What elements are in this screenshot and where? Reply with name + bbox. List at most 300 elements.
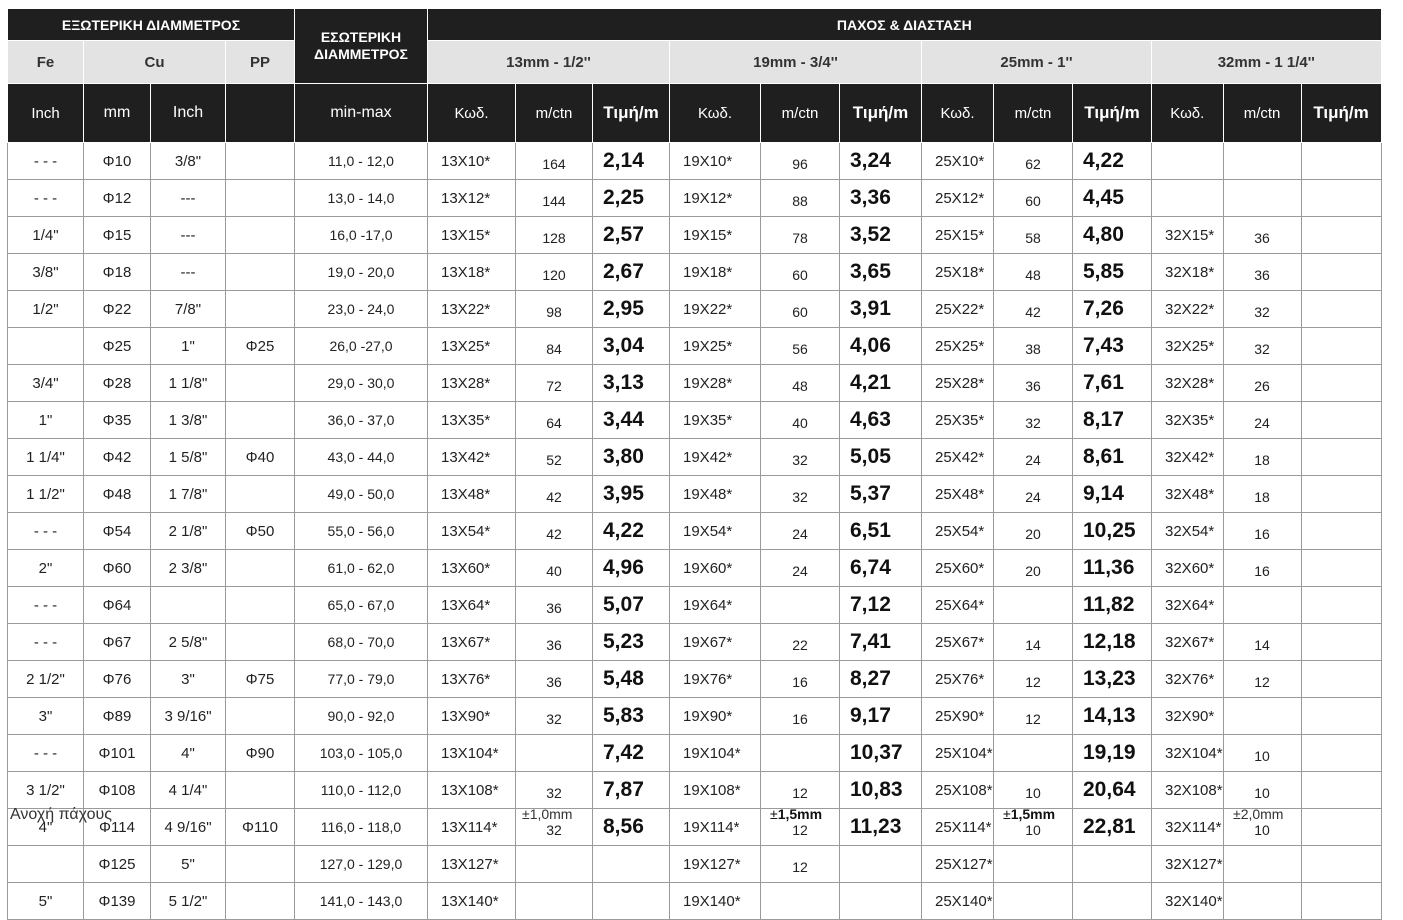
cu-mm-cell: Φ76 — [84, 661, 151, 698]
price-cell-25: 11,82 — [1073, 587, 1152, 624]
table-row — [8, 143, 1382, 180]
table-row — [8, 217, 1382, 254]
code-cell-25: 25X54* — [922, 513, 994, 550]
mctn-cell-25: 12 — [994, 698, 1073, 735]
code-cell-32: 32X48* — [1152, 476, 1224, 513]
price-cell-32 — [1301, 476, 1381, 513]
thickness-header: ΠΑΧΟΣ & ΔΙΑΣΤΑΣΗ — [428, 9, 1382, 41]
code-cell-32: 32X114* — [1152, 809, 1224, 846]
min-max-cell: 141,0 - 143,0 — [295, 883, 428, 920]
ext-diameter-header: ΕΞΩΤΕΡΙΚΗ ΔΙΑΜΜΕΤΡΟΣ — [8, 9, 295, 41]
tolerance-13 — [522, 806, 572, 830]
code-cell-19: 19X140* — [670, 883, 761, 920]
table-row — [8, 698, 1382, 735]
fe-inch-cell: 1/2" — [8, 291, 84, 328]
col-price-19: Τιμή/m — [840, 84, 922, 143]
price-cell-32 — [1301, 180, 1381, 217]
price-cell-13: 3,04 — [593, 328, 670, 365]
price-cell-32 — [1301, 883, 1381, 920]
fe-inch-cell: - - - — [8, 624, 84, 661]
mctn-cell-32 — [1223, 883, 1301, 920]
cu-inch-cell: 2 5/8" — [151, 624, 226, 661]
price-table — [7, 8, 1382, 920]
min-max-cell: 110,0 - 112,0 — [295, 772, 428, 809]
mctn-cell-13: 84 — [516, 328, 593, 365]
cu-inch-cell: 2 3/8" — [151, 550, 226, 587]
mctn-cell-19: 24 — [761, 550, 840, 587]
price-cell-32 — [1301, 143, 1381, 180]
fe-header: Fe — [8, 41, 84, 84]
fe-inch-cell: - - - — [8, 180, 84, 217]
cu-mm-cell: Φ22 — [84, 291, 151, 328]
mctn-cell-19: 96 — [761, 143, 840, 180]
mctn-cell-13: 64 — [516, 402, 593, 439]
tolerance-19 — [770, 806, 822, 830]
int-diameter-line1: ΕΣΩΤΕΡΙΚΗ — [320, 29, 402, 45]
table-row — [8, 439, 1382, 476]
price-cell-19: 6,74 — [840, 550, 922, 587]
tolerance-label: Ανοχή πάχους — [10, 806, 112, 823]
mctn-cell-25: 20 — [994, 550, 1073, 587]
cu-inch-cell: --- — [151, 180, 226, 217]
pp-cell: Φ40 — [226, 439, 295, 476]
price-cell-13: 3,44 — [593, 402, 670, 439]
price-cell-13 — [593, 883, 670, 920]
price-cell-25: 14,13 — [1073, 698, 1152, 735]
cu-inch-cell: 3" — [151, 661, 226, 698]
int-diameter-line2: ΔΙΑΜΜΕΤΡΟΣ — [314, 46, 408, 62]
mctn-cell-13: 128 — [516, 217, 593, 254]
table-row — [8, 661, 1382, 698]
group-header-25mm: 25mm - 1'' — [922, 41, 1152, 84]
price-cell-19: 3,65 — [840, 254, 922, 291]
min-max-cell: 16,0 -17,0 — [295, 217, 428, 254]
mctn-cell-25: 10 — [994, 809, 1073, 846]
code-cell-32: 32X140* — [1152, 883, 1224, 920]
code-cell-19: 19X25* — [670, 328, 761, 365]
code-cell-32: 32X25* — [1152, 328, 1224, 365]
mctn-cell-25 — [994, 735, 1073, 772]
mctn-cell-13: 72 — [516, 365, 593, 402]
mctn-cell-19: 22 — [761, 624, 840, 661]
code-cell-19: 19X35* — [670, 402, 761, 439]
mctn-cell-13: 36 — [516, 587, 593, 624]
mctn-cell-25: 12 — [994, 661, 1073, 698]
code-cell-32: 32X90* — [1152, 698, 1224, 735]
table-row — [8, 476, 1382, 513]
code-cell-25: 25X127* — [922, 846, 994, 883]
cu-inch-cell: 1 1/8" — [151, 365, 226, 402]
price-cell-32 — [1301, 624, 1381, 661]
code-cell-13: 13X127* — [428, 846, 516, 883]
cu-inch-cell: 7/8" — [151, 291, 226, 328]
price-cell-25: 10,25 — [1073, 513, 1152, 550]
mctn-cell-32 — [1223, 698, 1301, 735]
price-cell-32 — [1301, 735, 1381, 772]
min-max-cell: 13,0 - 14,0 — [295, 180, 428, 217]
plus-minus-icon: ± — [770, 806, 778, 822]
code-cell-13: 13X42* — [428, 439, 516, 476]
mctn-cell-25: 32 — [994, 402, 1073, 439]
code-cell-25: 25X22* — [922, 291, 994, 328]
tolerance-13-value: 1,0mm — [529, 806, 573, 822]
code-cell-13: 13X35* — [428, 402, 516, 439]
min-max-cell: 23,0 - 24,0 — [295, 291, 428, 328]
mctn-cell-13: 42 — [516, 476, 593, 513]
min-max-cell: 127,0 - 129,0 — [295, 846, 428, 883]
pp-cell: Φ25 — [226, 328, 295, 365]
price-cell-19: 7,12 — [840, 587, 922, 624]
pp-cell — [226, 883, 295, 920]
mctn-cell-32: 16 — [1223, 513, 1301, 550]
tolerance-25 — [1003, 806, 1055, 830]
min-max-cell: 49,0 - 50,0 — [295, 476, 428, 513]
min-max-cell: 77,0 - 79,0 — [295, 661, 428, 698]
table-row — [8, 180, 1382, 217]
price-cell-13: 3,13 — [593, 365, 670, 402]
price-cell-13: 5,83 — [593, 698, 670, 735]
mctn-cell-19: 16 — [761, 698, 840, 735]
code-cell-25: 25X108* — [922, 772, 994, 809]
col-mctn-32: m/ctn — [1223, 84, 1301, 143]
min-max-cell: 61,0 - 62,0 — [295, 550, 428, 587]
price-cell-19: 4,63 — [840, 402, 922, 439]
pp-cell — [226, 772, 295, 809]
mctn-cell-13: 98 — [516, 291, 593, 328]
cu-inch-cell: 2 1/8" — [151, 513, 226, 550]
code-cell-32: 32X28* — [1152, 365, 1224, 402]
mctn-cell-32: 32 — [1223, 291, 1301, 328]
mctn-cell-19 — [761, 587, 840, 624]
code-cell-32: 32X108* — [1152, 772, 1224, 809]
min-max-cell: 103,0 - 105,0 — [295, 735, 428, 772]
mctn-cell-19: 24 — [761, 513, 840, 550]
code-cell-19: 19X48* — [670, 476, 761, 513]
fe-inch-cell: - - - — [8, 735, 84, 772]
price-cell-32 — [1301, 587, 1381, 624]
price-cell-32 — [1301, 217, 1381, 254]
mctn-cell-32 — [1223, 143, 1301, 180]
price-cell-25: 13,23 — [1073, 661, 1152, 698]
price-cell-13: 5,07 — [593, 587, 670, 624]
group-header-13mm: 13mm - 1/2'' — [428, 41, 670, 84]
cu-inch-cell: 4 1/4" — [151, 772, 226, 809]
price-cell-25: 4,22 — [1073, 143, 1152, 180]
pp-cell — [226, 624, 295, 661]
min-max-cell: 29,0 - 30,0 — [295, 365, 428, 402]
col-cu-mm: mm — [84, 84, 151, 143]
fe-inch-cell — [8, 846, 84, 883]
code-cell-13: 13X22* — [428, 291, 516, 328]
code-cell-25: 25X64* — [922, 587, 994, 624]
price-cell-25: 5,85 — [1073, 254, 1152, 291]
cu-mm-cell: Φ60 — [84, 550, 151, 587]
pp-cell — [226, 698, 295, 735]
mctn-cell-25 — [994, 587, 1073, 624]
code-cell-19: 19X104* — [670, 735, 761, 772]
price-cell-13: 2,67 — [593, 254, 670, 291]
min-max-cell: 36,0 - 37,0 — [295, 402, 428, 439]
code-cell-13: 13X18* — [428, 254, 516, 291]
pp-cell — [226, 143, 295, 180]
mctn-cell-13: 42 — [516, 513, 593, 550]
fe-inch-cell: 3/8" — [8, 254, 84, 291]
mctn-cell-13: 32 — [516, 772, 593, 809]
price-cell-25: 7,61 — [1073, 365, 1152, 402]
col-fe-inch: Inch — [8, 84, 84, 143]
col-code-25: Κωδ. — [922, 84, 994, 143]
mctn-cell-13: 32 — [516, 809, 593, 846]
fe-inch-cell: 1" — [8, 402, 84, 439]
fe-inch-cell: 3" — [8, 698, 84, 735]
code-cell-19: 19X10* — [670, 143, 761, 180]
price-cell-32 — [1301, 513, 1381, 550]
price-cell-19: 5,37 — [840, 476, 922, 513]
int-diameter-header — [295, 9, 428, 84]
cu-mm-cell: Φ108 — [84, 772, 151, 809]
code-cell-32: 32X76* — [1152, 661, 1224, 698]
code-cell-25: 25X67* — [922, 624, 994, 661]
mctn-cell-19: 88 — [761, 180, 840, 217]
price-cell-32 — [1301, 661, 1381, 698]
price-cell-25: 8,61 — [1073, 439, 1152, 476]
mctn-cell-19: 48 — [761, 365, 840, 402]
mctn-cell-19 — [761, 735, 840, 772]
price-cell-25: 12,18 — [1073, 624, 1152, 661]
mctn-cell-25: 14 — [994, 624, 1073, 661]
code-cell-19: 19X76* — [670, 661, 761, 698]
code-cell-32: 32X127* — [1152, 846, 1224, 883]
price-cell-19 — [840, 846, 922, 883]
price-cell-32 — [1301, 254, 1381, 291]
mctn-cell-13 — [516, 735, 593, 772]
fe-inch-cell: 1 1/4" — [8, 439, 84, 476]
table-row — [8, 624, 1382, 661]
plus-minus-icon: ± — [522, 806, 530, 822]
code-cell-19: 19X15* — [670, 217, 761, 254]
mctn-cell-32: 10 — [1223, 772, 1301, 809]
table-row — [8, 254, 1382, 291]
cu-mm-cell: Φ28 — [84, 365, 151, 402]
fe-inch-cell: 3/4" — [8, 365, 84, 402]
code-cell-19: 19X18* — [670, 254, 761, 291]
code-cell-25: 25X28* — [922, 365, 994, 402]
code-cell-13: 13X28* — [428, 365, 516, 402]
code-cell-25: 25X25* — [922, 328, 994, 365]
cu-mm-cell: Φ64 — [84, 587, 151, 624]
price-cell-19: 9,17 — [840, 698, 922, 735]
fe-inch-cell: - - - — [8, 513, 84, 550]
price-cell-32 — [1301, 550, 1381, 587]
mctn-cell-32: 32 — [1223, 328, 1301, 365]
pp-cell — [226, 402, 295, 439]
price-cell-13: 2,14 — [593, 143, 670, 180]
price-cell-32 — [1301, 809, 1381, 846]
price-cell-19: 3,52 — [840, 217, 922, 254]
mctn-cell-32: 10 — [1223, 735, 1301, 772]
price-cell-32 — [1301, 772, 1381, 809]
mctn-cell-19: 78 — [761, 217, 840, 254]
price-cell-32 — [1301, 439, 1381, 476]
code-cell-19: 19X12* — [670, 180, 761, 217]
code-cell-13: 13X15* — [428, 217, 516, 254]
pp-cell — [226, 846, 295, 883]
pp-cell: Φ50 — [226, 513, 295, 550]
table-row — [8, 291, 1382, 328]
col-mctn-25: m/ctn — [994, 84, 1073, 143]
price-cell-19: 8,27 — [840, 661, 922, 698]
code-cell-32 — [1152, 180, 1224, 217]
code-cell-19: 19X28* — [670, 365, 761, 402]
col-code-19: Κωδ. — [670, 84, 761, 143]
mctn-cell-13: 36 — [516, 661, 593, 698]
col-mctn-13: m/ctn — [516, 84, 593, 143]
col-cu-inch: Inch — [151, 84, 226, 143]
code-cell-13: 13X90* — [428, 698, 516, 735]
code-cell-32: 32X60* — [1152, 550, 1224, 587]
price-cell-19: 3,91 — [840, 291, 922, 328]
cu-mm-cell: Φ10 — [84, 143, 151, 180]
price-cell-25: 7,43 — [1073, 328, 1152, 365]
code-cell-13: 13X12* — [428, 180, 516, 217]
code-cell-25: 25X90* — [922, 698, 994, 735]
col-pp — [226, 84, 295, 143]
mctn-cell-19: 12 — [761, 772, 840, 809]
cu-mm-cell: Φ114 — [84, 809, 151, 846]
price-cell-13: 2,57 — [593, 217, 670, 254]
code-cell-19: 19X22* — [670, 291, 761, 328]
mctn-cell-25: 20 — [994, 513, 1073, 550]
pp-cell — [226, 217, 295, 254]
col-code-13: Κωδ. — [428, 84, 516, 143]
price-cell-13: 3,95 — [593, 476, 670, 513]
code-cell-19: 19X54* — [670, 513, 761, 550]
mctn-cell-19: 60 — [761, 254, 840, 291]
mctn-cell-13: 32 — [516, 698, 593, 735]
price-cell-19 — [840, 883, 922, 920]
price-cell-25 — [1073, 883, 1152, 920]
code-cell-13: 13X10* — [428, 143, 516, 180]
table-row — [8, 883, 1382, 920]
price-cell-13 — [593, 846, 670, 883]
pp-cell — [226, 291, 295, 328]
cu-inch-cell: 1" — [151, 328, 226, 365]
fe-inch-cell — [8, 328, 84, 365]
mctn-cell-32: 36 — [1223, 254, 1301, 291]
cu-inch-cell: --- — [151, 217, 226, 254]
table-body — [8, 143, 1382, 920]
col-mctn-19: m/ctn — [761, 84, 840, 143]
mctn-cell-19: 16 — [761, 661, 840, 698]
code-cell-25: 25X104* — [922, 735, 994, 772]
cu-mm-cell: Φ139 — [84, 883, 151, 920]
mctn-cell-25: 58 — [994, 217, 1073, 254]
price-cell-19: 11,23 — [840, 809, 922, 846]
price-cell-13: 7,42 — [593, 735, 670, 772]
mctn-cell-32 — [1223, 180, 1301, 217]
fe-inch-cell: 1 1/2" — [8, 476, 84, 513]
pp-header: PP — [226, 41, 295, 84]
cu-mm-cell: Φ15 — [84, 217, 151, 254]
code-cell-32: 32X67* — [1152, 624, 1224, 661]
min-max-cell: 43,0 - 44,0 — [295, 439, 428, 476]
code-cell-25: 25X10* — [922, 143, 994, 180]
price-cell-32 — [1301, 846, 1381, 883]
mctn-cell-25 — [994, 846, 1073, 883]
price-cell-13: 2,25 — [593, 180, 670, 217]
fe-inch-cell: 2" — [8, 550, 84, 587]
price-cell-19: 3,24 — [840, 143, 922, 180]
code-cell-32: 32X64* — [1152, 587, 1224, 624]
price-cell-25: 8,17 — [1073, 402, 1152, 439]
cu-inch-cell: 3 9/16" — [151, 698, 226, 735]
fe-inch-cell: 3 1/2" — [8, 772, 84, 809]
mctn-cell-32 — [1223, 587, 1301, 624]
col-min-max: min-max — [295, 84, 428, 143]
cu-mm-cell: Φ101 — [84, 735, 151, 772]
fe-inch-cell: 4" — [8, 809, 84, 846]
mctn-cell-32: 18 — [1223, 439, 1301, 476]
min-max-cell: 26,0 -27,0 — [295, 328, 428, 365]
cu-mm-cell: Φ25 — [84, 328, 151, 365]
mctn-cell-25: 24 — [994, 476, 1073, 513]
code-cell-32: 32X35* — [1152, 402, 1224, 439]
code-cell-13: 13X25* — [428, 328, 516, 365]
mctn-cell-32: 36 — [1223, 217, 1301, 254]
min-max-cell: 68,0 - 70,0 — [295, 624, 428, 661]
mctn-cell-13: 144 — [516, 180, 593, 217]
cu-inch-cell — [151, 587, 226, 624]
code-cell-25: 25X48* — [922, 476, 994, 513]
code-cell-32 — [1152, 143, 1224, 180]
mctn-cell-25: 60 — [994, 180, 1073, 217]
pp-cell — [226, 587, 295, 624]
mctn-cell-32: 12 — [1223, 661, 1301, 698]
cu-mm-cell: Φ125 — [84, 846, 151, 883]
code-cell-13: 13X48* — [428, 476, 516, 513]
table-row — [8, 809, 1382, 846]
cu-mm-cell: Φ67 — [84, 624, 151, 661]
mctn-cell-25: 38 — [994, 328, 1073, 365]
mctn-cell-13: 40 — [516, 550, 593, 587]
price-cell-13: 5,23 — [593, 624, 670, 661]
tolerance-25-value: 1,5mm — [1010, 806, 1056, 822]
price-cell-13: 5,48 — [593, 661, 670, 698]
fe-inch-cell: 5" — [8, 883, 84, 920]
code-cell-19: 19X108* — [670, 772, 761, 809]
col-price-13: Τιμή/m — [593, 84, 670, 143]
fe-inch-cell: 1/4" — [8, 217, 84, 254]
cu-mm-cell: Φ89 — [84, 698, 151, 735]
code-cell-32: 32X15* — [1152, 217, 1224, 254]
price-cell-19: 6,51 — [840, 513, 922, 550]
mctn-cell-19: 32 — [761, 476, 840, 513]
pp-cell — [226, 476, 295, 513]
code-cell-25: 25X42* — [922, 439, 994, 476]
group-header-19mm: 19mm - 3/4'' — [670, 41, 922, 84]
mctn-cell-19: 12 — [761, 846, 840, 883]
code-cell-13: 13X60* — [428, 550, 516, 587]
mctn-cell-32: 18 — [1223, 476, 1301, 513]
mctn-cell-13 — [516, 846, 593, 883]
code-cell-25: 25X140* — [922, 883, 994, 920]
table-row — [8, 846, 1382, 883]
price-cell-32 — [1301, 402, 1381, 439]
code-cell-32: 32X54* — [1152, 513, 1224, 550]
cu-mm-cell: Φ35 — [84, 402, 151, 439]
code-cell-13: 13X67* — [428, 624, 516, 661]
cu-header: Cu — [84, 41, 226, 84]
